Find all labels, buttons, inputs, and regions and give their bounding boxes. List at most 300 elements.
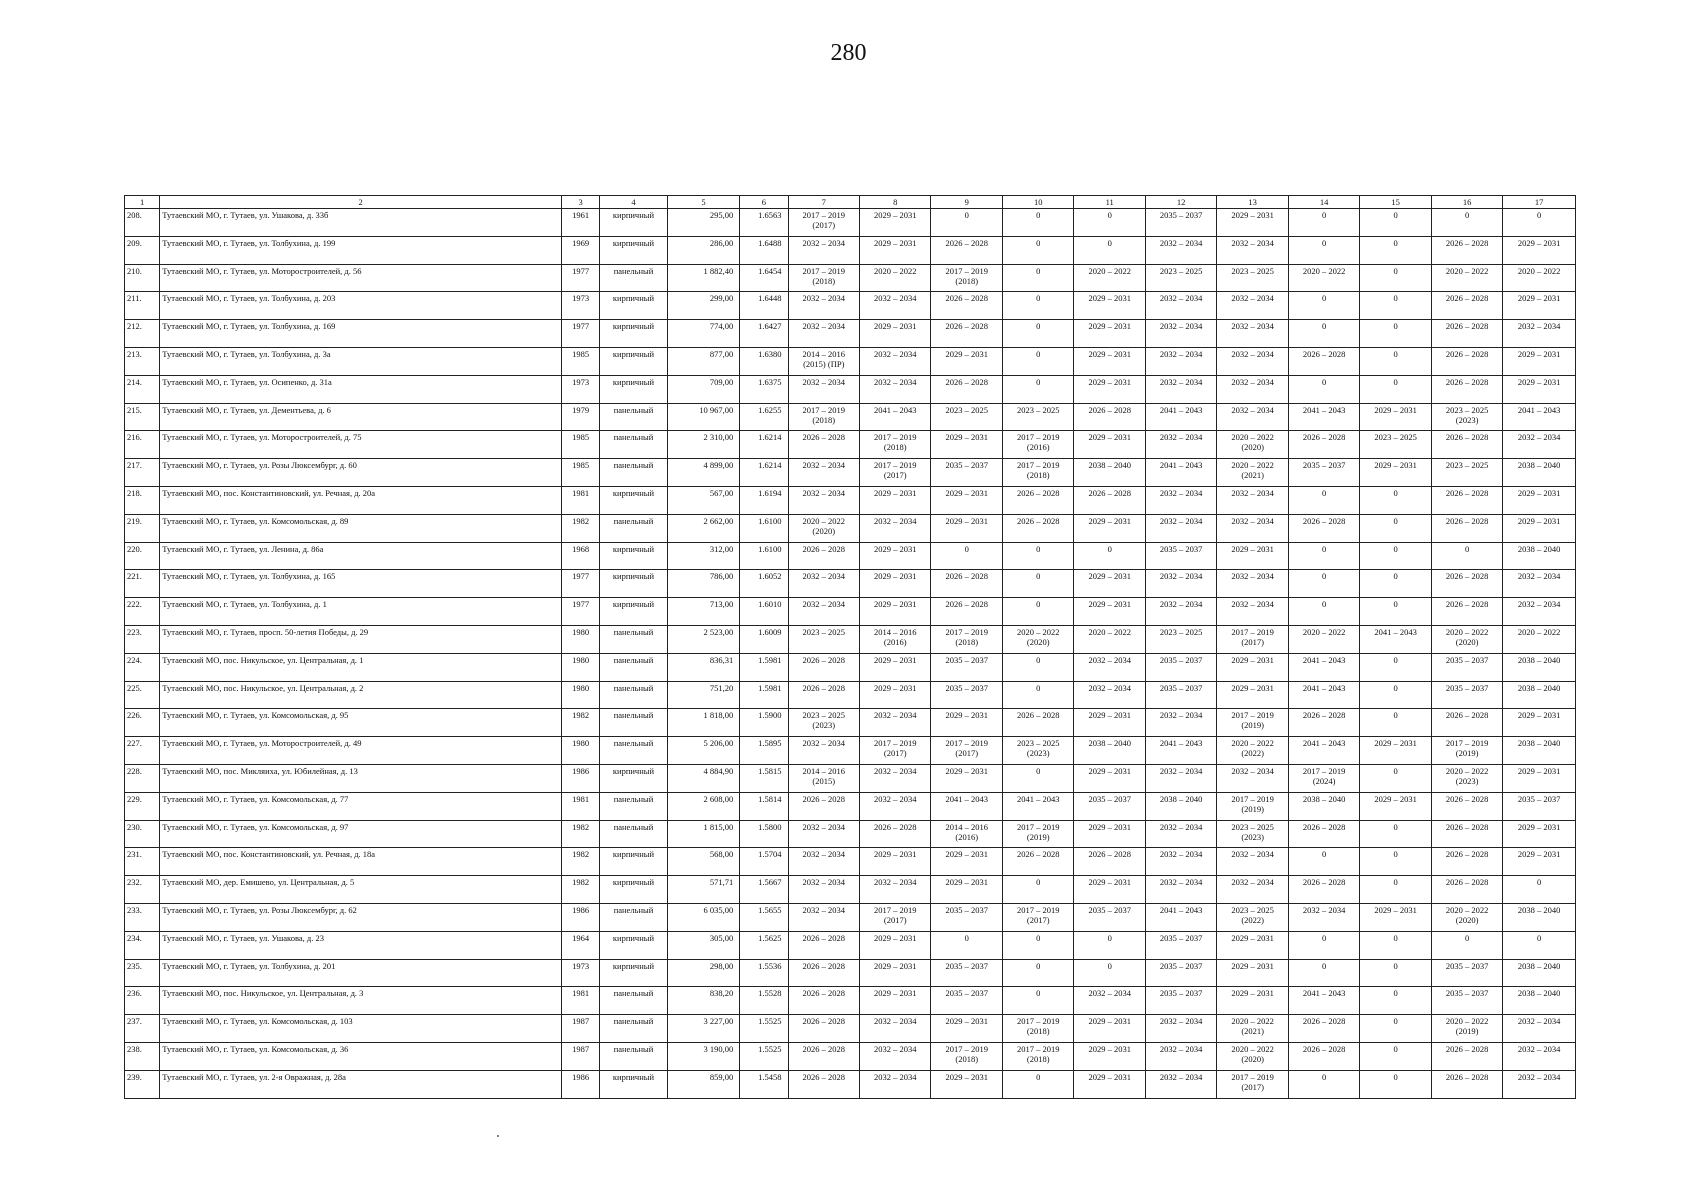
period-col-14-cell: 2041 – 2043 (1288, 653, 1359, 681)
period-col-14-cell: 2038 – 2040 (1288, 792, 1359, 820)
address-cell: Тутаевский МО, г. Тутаев, ул. Ленина, д. 86а (160, 542, 562, 570)
period-col-8-cell: 2029 – 2031 (860, 653, 931, 681)
table-row (125, 375, 1576, 403)
column-number-row (125, 196, 1576, 209)
cell-line: (2023) (1026, 748, 1050, 759)
address-cell: Тутаевский МО, г. Тутаев, ул. Комсомольская, д. 97 (160, 820, 562, 848)
priority-index-cell: 1.5528 (740, 987, 788, 1015)
period-col-15-cell: 0 (1360, 1070, 1431, 1098)
table-row (125, 709, 1576, 737)
period-col-7-cell: 2026 – 2028 (788, 931, 859, 959)
period-col-13-cell: 2029 – 2031 (1217, 987, 1288, 1015)
period-col-8-cell (860, 903, 931, 931)
period-col-15-cell: 0 (1360, 681, 1431, 709)
period-col-15-cell: 2029 – 2031 (1360, 737, 1431, 765)
period-col-13-cell (1217, 431, 1288, 459)
table-row (125, 681, 1576, 709)
wall-material-cell: панельный (600, 459, 667, 487)
period-col-11-cell: 2020 – 2022 (1074, 264, 1145, 292)
cell-line: 2017 – 2019 (945, 265, 988, 276)
cell-line: (2017) (883, 914, 907, 925)
period-col-11-cell: 2035 – 2037 (1074, 903, 1145, 931)
period-col-15-cell: 0 (1360, 570, 1431, 598)
address-cell: Тутаевский МО, г. Тутаев, ул. Комсомольская, д. 36 (160, 1042, 562, 1070)
period-col-10-cell: 0 (1002, 320, 1073, 348)
wall-material-cell: кирпичный (600, 764, 667, 792)
table-row (125, 403, 1576, 431)
period-col-15-cell: 0 (1360, 820, 1431, 848)
period-col-8-cell: 2026 – 2028 (860, 820, 931, 848)
period-col-13-cell: 2032 – 2034 (1217, 598, 1288, 626)
row-index-cell: 235. (125, 959, 160, 987)
period-col-17-cell: 2029 – 2031 (1503, 514, 1576, 542)
period-col-9-cell: 2035 – 2037 (931, 959, 1002, 987)
period-col-8-cell: 2029 – 2031 (860, 542, 931, 570)
period-col-12-cell: 2032 – 2034 (1145, 514, 1216, 542)
cell-line: (2019) (1455, 748, 1479, 759)
period-col-9-cell: 0 (931, 209, 1002, 237)
period-col-17-cell: 2032 – 2034 (1503, 1042, 1576, 1070)
wall-material-cell: панельный (600, 681, 667, 709)
priority-index-cell: 1.5667 (740, 876, 788, 904)
area-cell: 5 206,00 (667, 737, 739, 765)
period-col-9-cell (931, 820, 1002, 848)
priority-index-cell: 1.5625 (740, 931, 788, 959)
period-col-12-cell: 2032 – 2034 (1145, 375, 1216, 403)
period-col-12-cell: 2035 – 2037 (1145, 931, 1216, 959)
period-col-16-cell: 2035 – 2037 (1431, 681, 1502, 709)
period-col-15-cell: 2029 – 2031 (1360, 459, 1431, 487)
period-col-10-cell: 2026 – 2028 (1002, 514, 1073, 542)
column-number-header: 8 (860, 196, 931, 209)
period-col-9-cell: 2029 – 2031 (931, 1015, 1002, 1043)
period-col-16-cell: 2023 – 2025 (1431, 459, 1502, 487)
period-col-8-cell: 2032 – 2034 (860, 1042, 931, 1070)
priority-index-cell: 1.6454 (740, 264, 788, 292)
address-cell: Тутаевский МО, г. Тутаев, ул. Ушакова, д. 23 (160, 931, 562, 959)
area-cell: 1 818,00 (667, 709, 739, 737)
table-row (125, 459, 1576, 487)
period-col-12-cell: 2038 – 2040 (1145, 792, 1216, 820)
table-row (125, 542, 1576, 570)
period-col-17-cell: 2038 – 2040 (1503, 681, 1576, 709)
priority-index-cell: 1.6255 (740, 403, 788, 431)
table-row (125, 514, 1576, 542)
period-col-8-cell (860, 737, 931, 765)
housing-table-sheet (124, 195, 1576, 1099)
period-col-13-cell (1217, 709, 1288, 737)
period-col-10-cell (1002, 1042, 1073, 1070)
period-col-9-cell: 2035 – 2037 (931, 903, 1002, 931)
period-col-17-cell: 2029 – 2031 (1503, 375, 1576, 403)
period-col-10-cell: 0 (1002, 292, 1073, 320)
priority-index-cell: 1.6010 (740, 598, 788, 626)
row-index-cell: 221. (125, 570, 160, 598)
period-col-16-cell: 2026 – 2028 (1431, 598, 1502, 626)
cell-line: (2018) (955, 1053, 979, 1064)
period-col-13-cell: 2032 – 2034 (1217, 514, 1288, 542)
period-col-7-cell: 2032 – 2034 (788, 486, 859, 514)
period-col-14-cell: 0 (1288, 931, 1359, 959)
build-year-cell: 1980 (562, 681, 600, 709)
build-year-cell: 1980 (562, 625, 600, 653)
period-col-9-cell (931, 264, 1002, 292)
period-col-8-cell: 2029 – 2031 (860, 209, 931, 237)
column-number-header: 7 (788, 196, 859, 209)
period-col-9-cell: 2035 – 2037 (931, 653, 1002, 681)
period-col-9-cell: 0 (931, 542, 1002, 570)
cell-line: 2017 – 2019 (1231, 710, 1274, 721)
period-col-13-cell: 2029 – 2031 (1217, 681, 1288, 709)
build-year-cell: 1985 (562, 431, 600, 459)
cell-line: (2023) (1241, 831, 1264, 842)
build-year-cell: 1986 (562, 903, 600, 931)
period-col-13-cell: 2032 – 2034 (1217, 403, 1288, 431)
period-col-14-cell: 2032 – 2034 (1288, 903, 1359, 931)
period-col-13-cell (1217, 1042, 1288, 1070)
period-col-11-cell: 2029 – 2031 (1074, 514, 1145, 542)
address-cell: Тутаевский МО, г. Тутаев, ул. Моторостроителей, д. 56 (160, 264, 562, 292)
priority-index-cell: 1.5900 (740, 709, 788, 737)
cell-line: (2016) (1026, 442, 1050, 453)
period-col-10-cell (1002, 820, 1073, 848)
priority-index-cell: 1.6214 (740, 431, 788, 459)
build-year-cell: 1973 (562, 292, 600, 320)
period-col-15-cell: 0 (1360, 347, 1431, 375)
wall-material-cell: кирпичный (600, 931, 667, 959)
period-col-12-cell: 2032 – 2034 (1145, 848, 1216, 876)
cell-line: 2017 – 2019 (1231, 626, 1274, 637)
address-cell: Тутаевский МО, г. Тутаев, ул. Дементьева, д. 6 (160, 403, 562, 431)
wall-material-cell: панельный (600, 1015, 667, 1043)
cell-line: 2017 – 2019 (802, 404, 845, 415)
build-year-cell: 1987 (562, 1042, 600, 1070)
priority-index-cell: 1.6448 (740, 292, 788, 320)
period-col-9-cell: 2029 – 2031 (931, 764, 1002, 792)
area-cell: 774,00 (667, 320, 739, 348)
period-col-16-cell: 2026 – 2028 (1431, 347, 1502, 375)
period-col-8-cell: 2029 – 2031 (860, 320, 931, 348)
cell-line: (2017) (883, 748, 907, 759)
wall-material-cell: панельный (600, 1042, 667, 1070)
cell-line: (2023) (1455, 414, 1479, 425)
period-col-11-cell: 2029 – 2031 (1074, 320, 1145, 348)
period-col-10-cell: 2026 – 2028 (1002, 848, 1073, 876)
period-col-9-cell: 2026 – 2028 (931, 375, 1002, 403)
cell-line: 2017 – 2019 (945, 738, 988, 749)
period-col-7-cell (788, 264, 859, 292)
period-col-9-cell: 2023 – 2025 (931, 403, 1002, 431)
period-col-7-cell: 2026 – 2028 (788, 542, 859, 570)
wall-material-cell: кирпичный (600, 486, 667, 514)
period-col-11-cell: 2020 – 2022 (1074, 625, 1145, 653)
wall-material-cell: кирпичный (600, 347, 667, 375)
period-col-11-cell: 2029 – 2031 (1074, 375, 1145, 403)
cell-line: 2014 – 2016 (802, 765, 845, 776)
build-year-cell: 1982 (562, 820, 600, 848)
period-col-7-cell (788, 403, 859, 431)
period-col-12-cell: 2035 – 2037 (1145, 542, 1216, 570)
cell-line: (2018) (955, 275, 979, 286)
period-col-17-cell: 2029 – 2031 (1503, 709, 1576, 737)
period-col-9-cell: 2029 – 2031 (931, 709, 1002, 737)
period-col-17-cell: 2032 – 2034 (1503, 1070, 1576, 1098)
table-row (125, 292, 1576, 320)
period-col-17-cell: 2038 – 2040 (1503, 459, 1576, 487)
address-cell: Тутаевский МО, пос. Никульское, ул. Центральная, д. 2 (160, 681, 562, 709)
cell-line: 2017 – 2019 (1302, 765, 1346, 776)
period-col-9-cell (931, 1042, 1002, 1070)
period-col-8-cell: 2029 – 2031 (860, 486, 931, 514)
period-col-16-cell (1431, 1015, 1502, 1043)
area-cell: 295,00 (667, 209, 739, 237)
period-col-13-cell (1217, 625, 1288, 653)
row-index-cell: 238. (125, 1042, 160, 1070)
period-col-11-cell: 2038 – 2040 (1074, 737, 1145, 765)
period-col-14-cell: 2026 – 2028 (1288, 1015, 1359, 1043)
period-col-16-cell: 2026 – 2028 (1431, 876, 1502, 904)
period-col-9-cell: 2026 – 2028 (931, 236, 1002, 264)
period-col-14-cell: 0 (1288, 209, 1359, 237)
period-col-15-cell: 0 (1360, 764, 1431, 792)
period-col-11-cell: 2035 – 2037 (1074, 792, 1145, 820)
period-col-16-cell: 2035 – 2037 (1431, 959, 1502, 987)
period-col-12-cell: 2023 – 2025 (1145, 625, 1216, 653)
row-index-cell: 231. (125, 848, 160, 876)
column-number-header: 2 (160, 196, 562, 209)
build-year-cell: 1986 (562, 764, 600, 792)
wall-material-cell: панельный (600, 709, 667, 737)
period-col-17-cell: 0 (1503, 209, 1576, 237)
period-col-16-cell: 2026 – 2028 (1431, 820, 1502, 848)
period-col-16-cell: 2026 – 2028 (1431, 1070, 1502, 1098)
row-index-cell: 227. (125, 737, 160, 765)
row-index-cell: 209. (125, 236, 160, 264)
period-col-8-cell: 2032 – 2034 (860, 514, 931, 542)
period-col-17-cell: 2020 – 2022 (1503, 264, 1576, 292)
row-index-cell: 236. (125, 987, 160, 1015)
address-cell: Тутаевский МО, пос. Никульское, ул. Центральная, д. 3 (160, 987, 562, 1015)
address-cell: Тутаевский МО, г. Тутаев, ул. Толбухина, д. 201 (160, 959, 562, 987)
table-row (125, 959, 1576, 987)
area-cell: 568,00 (667, 848, 739, 876)
area-cell: 2 608,00 (667, 792, 739, 820)
period-col-10-cell: 0 (1002, 876, 1073, 904)
period-col-12-cell: 2032 – 2034 (1145, 320, 1216, 348)
period-col-16-cell: 0 (1431, 542, 1502, 570)
period-col-8-cell: 2029 – 2031 (860, 931, 931, 959)
period-col-17-cell: 2029 – 2031 (1503, 820, 1576, 848)
period-col-11-cell: 2029 – 2031 (1074, 570, 1145, 598)
address-cell: Тутаевский МО, г. Тутаев, ул. Толбухина, д. 165 (160, 570, 562, 598)
row-index-cell: 225. (125, 681, 160, 709)
period-col-11-cell: 2032 – 2034 (1074, 653, 1145, 681)
cell-line: (2022) (1241, 914, 1264, 925)
cell-line: (2019) (1241, 803, 1264, 814)
period-col-7-cell: 2032 – 2034 (788, 236, 859, 264)
cell-line: (2019) (1026, 831, 1050, 842)
priority-index-cell: 1.6427 (740, 320, 788, 348)
period-col-9-cell: 2026 – 2028 (931, 598, 1002, 626)
column-number-header: 1 (125, 196, 160, 209)
column-number-header: 13 (1217, 196, 1288, 209)
period-col-9-cell: 2026 – 2028 (931, 292, 1002, 320)
column-number-header: 5 (667, 196, 739, 209)
period-col-7-cell: 2032 – 2034 (788, 848, 859, 876)
period-col-16-cell: 0 (1431, 209, 1502, 237)
period-col-10-cell: 2041 – 2043 (1002, 792, 1073, 820)
wall-material-cell: кирпичный (600, 209, 667, 237)
wall-material-cell: панельный (600, 653, 667, 681)
period-col-16-cell: 2035 – 2037 (1431, 987, 1502, 1015)
area-cell: 4 899,00 (667, 459, 739, 487)
address-cell: Тутаевский МО, г. Тутаев, ул. Толбухина, д. 169 (160, 320, 562, 348)
address-cell: Тутаевский МО, пос. Микляиха, ул. Юбилейная, д. 13 (160, 764, 562, 792)
cell-line: (2020) (1241, 442, 1264, 453)
period-col-12-cell: 2041 – 2043 (1145, 737, 1216, 765)
scan-speck (497, 1135, 499, 1137)
period-col-16-cell: 2026 – 2028 (1431, 709, 1502, 737)
period-col-7-cell: 2026 – 2028 (788, 792, 859, 820)
period-col-13-cell: 2032 – 2034 (1217, 320, 1288, 348)
area-cell: 305,00 (667, 931, 739, 959)
period-col-9-cell: 2041 – 2043 (931, 792, 1002, 820)
address-cell: Тутаевский МО, г. Тутаев, ул. Толбухина, д. 199 (160, 236, 562, 264)
area-cell: 2 310,00 (667, 431, 739, 459)
period-col-12-cell: 2035 – 2037 (1145, 681, 1216, 709)
table-row (125, 1070, 1576, 1098)
row-index-cell: 226. (125, 709, 160, 737)
period-col-14-cell: 2026 – 2028 (1288, 820, 1359, 848)
address-cell: Тутаевский МО, г. Тутаев, ул. Комсомольская, д. 103 (160, 1015, 562, 1043)
period-col-16-cell: 2026 – 2028 (1431, 292, 1502, 320)
period-col-14-cell: 2026 – 2028 (1288, 431, 1359, 459)
cell-line: 2017 – 2019 (802, 265, 845, 276)
period-col-11-cell: 2032 – 2034 (1074, 987, 1145, 1015)
period-col-7-cell (788, 347, 859, 375)
period-col-9-cell: 2035 – 2037 (931, 987, 1002, 1015)
cell-line: 2020 – 2022 (1445, 765, 1489, 776)
cell-line: 2017 – 2019 (1231, 1071, 1274, 1082)
wall-material-cell: панельный (600, 403, 667, 431)
column-number-header: 6 (740, 196, 788, 209)
table-row (125, 264, 1576, 292)
wall-material-cell: панельный (600, 820, 667, 848)
cell-line: (2017) (1241, 1081, 1264, 1092)
period-col-17-cell: 2032 – 2034 (1503, 598, 1576, 626)
wall-material-cell: панельный (600, 625, 667, 653)
row-index-cell: 234. (125, 931, 160, 959)
period-col-15-cell: 0 (1360, 987, 1431, 1015)
period-col-13-cell (1217, 737, 1288, 765)
wall-material-cell: кирпичный (600, 876, 667, 904)
period-col-10-cell: 0 (1002, 764, 1073, 792)
period-col-11-cell: 0 (1074, 542, 1145, 570)
cell-line: 2017 – 2019 (1016, 1016, 1060, 1027)
build-year-cell: 1982 (562, 848, 600, 876)
period-col-14-cell: 2041 – 2043 (1288, 403, 1359, 431)
period-col-14-cell: 0 (1288, 1070, 1359, 1098)
cell-line: 2017 – 2019 (1231, 793, 1274, 804)
build-year-cell: 1981 (562, 792, 600, 820)
build-year-cell: 1961 (562, 209, 600, 237)
row-index-cell: 214. (125, 375, 160, 403)
period-col-14-cell: 0 (1288, 542, 1359, 570)
column-number-header: 3 (562, 196, 600, 209)
cell-line: 2020 – 2022 (1445, 626, 1489, 637)
period-col-14-cell: 2035 – 2037 (1288, 459, 1359, 487)
area-cell: 4 884,90 (667, 764, 739, 792)
period-col-11-cell: 2026 – 2028 (1074, 848, 1145, 876)
period-col-15-cell: 0 (1360, 542, 1431, 570)
cell-line: (2017) (955, 748, 979, 759)
table-row (125, 486, 1576, 514)
period-col-17-cell: 2029 – 2031 (1503, 764, 1576, 792)
address-cell: Тутаевский МО, г. Тутаев, ул. Комсомольская, д. 77 (160, 792, 562, 820)
period-col-12-cell: 2032 – 2034 (1145, 236, 1216, 264)
period-col-8-cell: 2029 – 2031 (860, 848, 931, 876)
wall-material-cell: кирпичный (600, 542, 667, 570)
row-index-cell: 218. (125, 486, 160, 514)
period-col-15-cell: 0 (1360, 959, 1431, 987)
period-col-7-cell (788, 514, 859, 542)
period-col-15-cell: 2023 – 2025 (1360, 431, 1431, 459)
table-row (125, 625, 1576, 653)
address-cell: Тутаевский МО, г. Тутаев, ул. 2-я Овражная, д. 28а (160, 1070, 562, 1098)
table-row (125, 209, 1576, 237)
cell-line: 2017 – 2019 (1016, 1043, 1060, 1054)
period-col-13-cell (1217, 792, 1288, 820)
period-col-16-cell (1431, 403, 1502, 431)
period-col-13-cell: 2032 – 2034 (1217, 347, 1288, 375)
period-col-13-cell: 2032 – 2034 (1217, 876, 1288, 904)
period-col-8-cell: 2029 – 2031 (860, 570, 931, 598)
period-col-13-cell (1217, 903, 1288, 931)
period-col-15-cell: 0 (1360, 876, 1431, 904)
period-col-10-cell: 0 (1002, 681, 1073, 709)
period-col-9-cell: 2029 – 2031 (931, 431, 1002, 459)
address-cell: Тутаевский МО, г. Тутаев, ул. Толбухина, д. 203 (160, 292, 562, 320)
build-year-cell: 1980 (562, 653, 600, 681)
column-number-header: 9 (931, 196, 1002, 209)
period-col-16-cell (1431, 625, 1502, 653)
wall-material-cell: кирпичный (600, 570, 667, 598)
priority-index-cell: 1.5458 (740, 1070, 788, 1098)
cell-line: (2018) (812, 414, 836, 425)
period-col-16-cell: 2026 – 2028 (1431, 375, 1502, 403)
period-col-17-cell: 2032 – 2034 (1503, 570, 1576, 598)
priority-index-cell: 1.5525 (740, 1042, 788, 1070)
table-row (125, 876, 1576, 904)
row-index-cell: 208. (125, 209, 160, 237)
priority-index-cell: 1.5800 (740, 820, 788, 848)
address-cell: Тутаевский МО, пос. Константиновский, ул. Речная, д. 20а (160, 486, 562, 514)
cell-line: (2023) (1455, 775, 1479, 786)
period-col-12-cell: 2041 – 2043 (1145, 403, 1216, 431)
period-col-12-cell: 2032 – 2034 (1145, 764, 1216, 792)
row-index-cell: 237. (125, 1015, 160, 1043)
row-index-cell: 219. (125, 514, 160, 542)
period-col-9-cell (931, 625, 1002, 653)
row-index-cell: 211. (125, 292, 160, 320)
period-col-15-cell: 0 (1360, 320, 1431, 348)
wall-material-cell: панельный (600, 431, 667, 459)
period-col-13-cell: 2032 – 2034 (1217, 486, 1288, 514)
period-col-16-cell: 2026 – 2028 (1431, 514, 1502, 542)
table-row (125, 764, 1576, 792)
build-year-cell: 1985 (562, 459, 600, 487)
area-cell: 3 227,00 (667, 1015, 739, 1043)
